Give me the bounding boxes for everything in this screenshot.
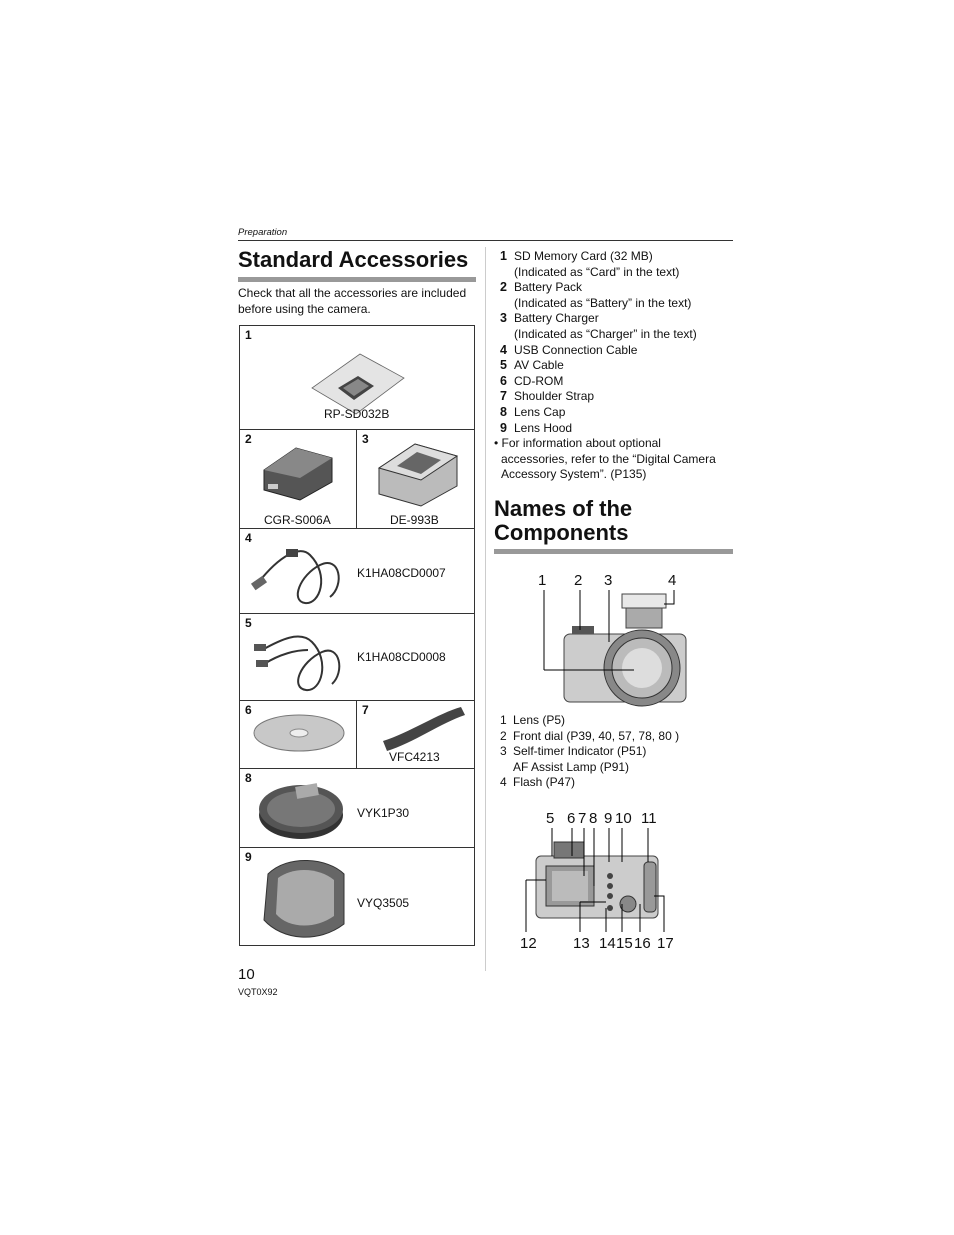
- document-code: VQT0X92: [238, 987, 278, 997]
- list-item: 9 Lens Hood: [500, 420, 573, 435]
- list-item: 2 Front dial (P39, 40, 57, 78, 80 ): [500, 728, 680, 743]
- shoulder-strap-icon: [379, 703, 467, 753]
- accessory-cell-9: [240, 848, 474, 945]
- accessory-number: 7: [362, 703, 369, 717]
- accessory-cell-8: [240, 769, 474, 848]
- list-item-sub: (Indicated as “Charger” in the text): [514, 326, 697, 341]
- list-item: 4 USB Connection Cable: [500, 342, 638, 357]
- accessory-cell-2: [240, 430, 357, 529]
- callout-11: 11: [641, 810, 657, 827]
- accessory-list: [500, 249, 740, 436]
- accessory-number: 1: [245, 328, 252, 342]
- accessory-number: 8: [245, 771, 252, 785]
- list-item-sub: (Indicated as “Card” in the text): [514, 264, 680, 279]
- callout-9: 9: [604, 810, 613, 827]
- lens-hood-icon: [258, 854, 348, 940]
- back-camera-icon: [494, 806, 733, 962]
- accessory-number: 3: [362, 432, 369, 446]
- callout-14: 14: [599, 935, 616, 952]
- accessory-number: 9: [245, 850, 252, 864]
- optional-accessories-note: • For information about optional accessories, refer to the “Digital Camera Accessory System”. (P135): [494, 436, 716, 482]
- components-title-line1: Names of the: [494, 496, 633, 521]
- components-title-line2: Components: [494, 520, 629, 545]
- list-item: 3 Battery Charger: [500, 311, 599, 326]
- cd-rom-icon: [252, 713, 346, 753]
- front-camera-figure: [494, 560, 733, 710]
- list-item: 4 Flash (P47): [500, 775, 576, 790]
- accessories-grid: [239, 325, 475, 946]
- accessory-cell-3: [357, 430, 474, 529]
- accessory-model: VYQ3505: [357, 896, 410, 910]
- callout-6: 6: [567, 810, 576, 827]
- accessory-cell-7: [357, 701, 474, 769]
- callout-10: 10: [615, 810, 632, 827]
- components-list: [500, 713, 679, 791]
- callout-17: 17: [657, 935, 674, 952]
- list-item: AF Assist Lamp (P91): [513, 759, 630, 774]
- callout-15: 15: [616, 935, 633, 952]
- av-cable-icon: [250, 620, 350, 698]
- accessory-model: RP-SD032B: [324, 407, 390, 421]
- accessory-number: 4: [245, 531, 252, 545]
- list-item: 1 SD Memory Card (32 MB): [500, 249, 653, 263]
- list-item: 7 Shoulder Strap: [500, 389, 595, 404]
- accessory-number: 5: [245, 616, 252, 630]
- accessories-intro: Check that all the accessories are included before using the camera.: [238, 286, 467, 316]
- callout-16: 16: [634, 935, 651, 952]
- lens-cap-icon: [256, 775, 346, 841]
- page-number: 10: [238, 966, 255, 983]
- list-item: 2 Battery Pack: [500, 280, 583, 295]
- list-item: 3 Self-timer Indicator (P51): [500, 744, 647, 759]
- callout-8: 8: [589, 810, 598, 827]
- accessory-model: K1HA08CD0008: [357, 650, 446, 664]
- list-item: 8 Lens Cap: [500, 404, 566, 419]
- accessory-model: DE-993B: [390, 513, 439, 527]
- callout-12: 12: [520, 935, 537, 952]
- battery-icon: [260, 440, 338, 502]
- title-bar: [238, 277, 476, 282]
- title-bar: [494, 549, 733, 554]
- components-heading: [494, 497, 733, 554]
- callout-7: 7: [578, 810, 587, 827]
- accessory-model: VFC4213: [389, 750, 440, 764]
- column-divider: [485, 247, 486, 971]
- accessory-model: CGR-S006A: [264, 513, 331, 527]
- back-camera-figure: [494, 806, 733, 962]
- accessory-number: 2: [245, 432, 252, 446]
- callout-5: 5: [546, 810, 555, 827]
- accessory-cell-4: [240, 529, 474, 614]
- front-camera-icon: [494, 560, 733, 710]
- header-rule: [238, 240, 733, 241]
- accessories-heading: [238, 248, 476, 282]
- section-label: Preparation: [238, 227, 288, 238]
- accessory-model: VYK1P30: [357, 806, 410, 820]
- list-item-sub: (Indicated as “Battery” in the text): [514, 295, 692, 310]
- list-item: 5 AV Cable: [500, 358, 564, 373]
- list-item: 6 CD-ROM: [500, 373, 564, 388]
- accessories-title: Standard Accessories: [238, 247, 469, 272]
- accessory-model: K1HA08CD0007: [357, 566, 446, 580]
- callout-4: 4: [668, 572, 677, 589]
- accessory-cell-5: [240, 614, 474, 701]
- list-item: 1 Lens (P5): [500, 713, 566, 727]
- usb-cable-icon: [250, 535, 350, 611]
- callout-1: 1: [538, 572, 547, 589]
- callout-3: 3: [604, 572, 613, 589]
- accessory-number: 6: [245, 703, 252, 717]
- accessory-cell-1: [240, 326, 474, 430]
- callout-2: 2: [574, 572, 583, 589]
- charger-icon: [375, 438, 461, 508]
- accessory-cell-6: [240, 701, 357, 769]
- callout-13: 13: [573, 935, 590, 952]
